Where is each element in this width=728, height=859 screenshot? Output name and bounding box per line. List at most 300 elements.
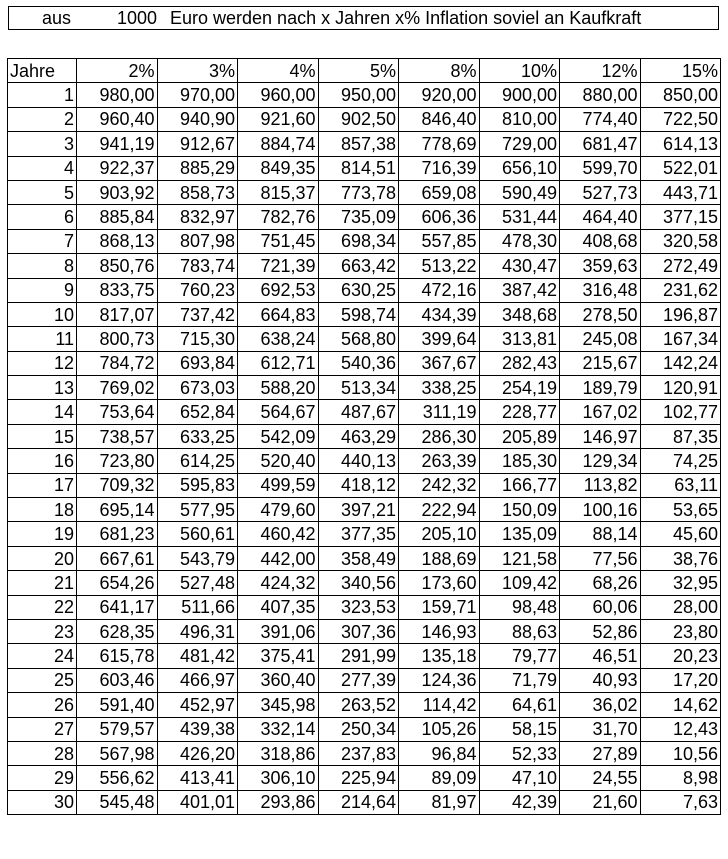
value-cell: 430,47	[479, 254, 560, 278]
year-cell: 5	[8, 180, 77, 204]
value-cell: 681,23	[77, 522, 158, 546]
value-cell: 753,64	[77, 400, 158, 424]
value-cell: 360,40	[238, 668, 319, 692]
year-cell: 3	[8, 132, 77, 156]
value-cell: 434,39	[399, 302, 480, 326]
value-cell: 735,09	[318, 205, 399, 229]
value-cell: 28,00	[640, 595, 721, 619]
value-cell: 23,80	[640, 619, 721, 643]
value-cell: 729,00	[479, 132, 560, 156]
value-cell: 245,08	[560, 327, 641, 351]
value-cell: 542,09	[238, 424, 319, 448]
value-cell: 654,26	[77, 571, 158, 595]
year-cell: 25	[8, 668, 77, 692]
value-cell: 960,00	[238, 83, 319, 107]
table-row	[8, 83, 721, 107]
value-cell: 32,95	[640, 571, 721, 595]
value-cell: 401,01	[157, 790, 238, 814]
value-cell: 599,70	[560, 156, 641, 180]
value-cell: 940,90	[157, 107, 238, 131]
value-cell: 577,95	[157, 498, 238, 522]
value-cell: 272,49	[640, 254, 721, 278]
value-cell: 511,66	[157, 595, 238, 619]
year-cell: 27	[8, 717, 77, 741]
value-cell: 52,86	[560, 619, 641, 643]
year-cell: 18	[8, 498, 77, 522]
value-cell: 47,10	[479, 766, 560, 790]
value-cell: 464,40	[560, 205, 641, 229]
year-cell: 17	[8, 473, 77, 497]
value-cell: 63,11	[640, 473, 721, 497]
year-cell: 22	[8, 595, 77, 619]
value-cell: 902,50	[318, 107, 399, 131]
value-cell: 340,56	[318, 571, 399, 595]
value-cell: 24,55	[560, 766, 641, 790]
table-row	[8, 278, 721, 302]
value-cell: 667,61	[77, 546, 158, 570]
table-row	[8, 741, 721, 765]
value-cell: 641,17	[77, 595, 158, 619]
value-cell: 124,36	[399, 668, 480, 692]
value-cell: 452,97	[157, 693, 238, 717]
value-cell: 885,29	[157, 156, 238, 180]
value-cell: 479,60	[238, 498, 319, 522]
value-cell: 540,36	[318, 351, 399, 375]
value-cell: 612,71	[238, 351, 319, 375]
value-cell: 556,62	[77, 766, 158, 790]
value-cell: 205,89	[479, 424, 560, 448]
value-cell: 880,00	[560, 83, 641, 107]
header-cell-rate: 8%	[399, 59, 480, 83]
value-cell: 345,98	[238, 693, 319, 717]
value-cell: 920,00	[399, 83, 480, 107]
value-cell: 286,30	[399, 424, 480, 448]
year-cell: 19	[8, 522, 77, 546]
value-cell: 320,58	[640, 229, 721, 253]
header-cell-rate: 15%	[640, 59, 721, 83]
year-cell: 29	[8, 766, 77, 790]
header-cell-rate: 4%	[238, 59, 319, 83]
value-cell: 100,16	[560, 498, 641, 522]
value-cell: 598,74	[318, 302, 399, 326]
header-cell-rate: 2%	[77, 59, 158, 83]
value-cell: 282,43	[479, 351, 560, 375]
value-cell: 7,63	[640, 790, 721, 814]
value-cell: 387,42	[479, 278, 560, 302]
value-cell: 543,79	[157, 546, 238, 570]
value-cell: 628,35	[77, 619, 158, 643]
value-cell: 408,68	[560, 229, 641, 253]
value-cell: 784,72	[77, 351, 158, 375]
table-header-row	[8, 59, 721, 83]
value-cell: 722,50	[640, 107, 721, 131]
year-cell: 11	[8, 327, 77, 351]
year-cell: 12	[8, 351, 77, 375]
value-cell: 129,34	[560, 449, 641, 473]
value-cell: 215,67	[560, 351, 641, 375]
value-cell: 846,40	[399, 107, 480, 131]
table-row	[8, 595, 721, 619]
table-row	[8, 132, 721, 156]
year-cell: 23	[8, 619, 77, 643]
value-cell: 120,91	[640, 376, 721, 400]
value-cell: 721,39	[238, 254, 319, 278]
value-cell: 921,60	[238, 107, 319, 131]
value-cell: 442,00	[238, 546, 319, 570]
year-cell: 28	[8, 741, 77, 765]
value-cell: 237,83	[318, 741, 399, 765]
value-cell: 263,39	[399, 449, 480, 473]
value-cell: 527,48	[157, 571, 238, 595]
value-cell: 463,29	[318, 424, 399, 448]
value-cell: 579,57	[77, 717, 158, 741]
inflation-table	[7, 58, 721, 815]
value-cell: 769,02	[77, 376, 158, 400]
value-cell: 692,53	[238, 278, 319, 302]
header-cell-years: Jahre	[8, 59, 77, 83]
value-cell: 8,98	[640, 766, 721, 790]
value-cell: 311,19	[399, 400, 480, 424]
value-cell: 545,48	[77, 790, 158, 814]
value-cell: 567,98	[77, 741, 158, 765]
value-cell: 630,25	[318, 278, 399, 302]
value-cell: 941,19	[77, 132, 158, 156]
value-cell: 135,09	[479, 522, 560, 546]
value-cell: 912,67	[157, 132, 238, 156]
value-cell: 196,87	[640, 302, 721, 326]
value-cell: 173,60	[399, 571, 480, 595]
value-cell: 980,00	[77, 83, 158, 107]
table-row	[8, 693, 721, 717]
value-cell: 166,77	[479, 473, 560, 497]
value-cell: 242,32	[399, 473, 480, 497]
value-cell: 228,77	[479, 400, 560, 424]
value-cell: 814,51	[318, 156, 399, 180]
value-cell: 60,06	[560, 595, 641, 619]
value-cell: 278,50	[560, 302, 641, 326]
value-cell: 614,25	[157, 449, 238, 473]
value-cell: 277,39	[318, 668, 399, 692]
value-cell: 105,26	[399, 717, 480, 741]
year-cell: 26	[8, 693, 77, 717]
value-cell: 900,00	[479, 83, 560, 107]
value-cell: 603,46	[77, 668, 158, 692]
value-cell: 263,52	[318, 693, 399, 717]
value-cell: 807,98	[157, 229, 238, 253]
value-cell: 615,78	[77, 644, 158, 668]
value-cell: 817,07	[77, 302, 158, 326]
value-cell: 659,08	[399, 180, 480, 204]
value-cell: 53,65	[640, 498, 721, 522]
value-cell: 439,38	[157, 717, 238, 741]
year-cell: 9	[8, 278, 77, 302]
value-cell: 773,78	[318, 180, 399, 204]
value-cell: 426,20	[157, 741, 238, 765]
year-cell: 16	[8, 449, 77, 473]
value-cell: 293,86	[238, 790, 319, 814]
value-cell: 306,10	[238, 766, 319, 790]
table-row	[8, 156, 721, 180]
value-cell: 189,79	[560, 376, 641, 400]
year-cell: 6	[8, 205, 77, 229]
value-cell: 970,00	[157, 83, 238, 107]
value-cell: 188,69	[399, 546, 480, 570]
value-cell: 850,76	[77, 254, 158, 278]
table-row	[8, 498, 721, 522]
table-row	[8, 546, 721, 570]
year-cell: 4	[8, 156, 77, 180]
value-cell: 778,69	[399, 132, 480, 156]
value-cell: 98,48	[479, 595, 560, 619]
value-cell: 522,01	[640, 156, 721, 180]
year-cell: 2	[8, 107, 77, 131]
value-cell: 89,09	[399, 766, 480, 790]
value-cell: 222,94	[399, 498, 480, 522]
value-cell: 833,75	[77, 278, 158, 302]
value-cell: 903,92	[77, 180, 158, 204]
year-cell: 20	[8, 546, 77, 570]
value-cell: 27,89	[560, 741, 641, 765]
value-cell: 850,00	[640, 83, 721, 107]
value-cell: 591,40	[77, 693, 158, 717]
value-cell: 316,48	[560, 278, 641, 302]
year-cell: 1	[8, 83, 77, 107]
value-cell: 698,34	[318, 229, 399, 253]
value-cell: 460,42	[238, 522, 319, 546]
value-cell: 663,42	[318, 254, 399, 278]
value-cell: 12,43	[640, 717, 721, 741]
value-cell: 205,10	[399, 522, 480, 546]
value-cell: 884,74	[238, 132, 319, 156]
value-cell: 31,70	[560, 717, 641, 741]
value-cell: 397,21	[318, 498, 399, 522]
value-cell: 407,35	[238, 595, 319, 619]
value-cell: 800,73	[77, 327, 158, 351]
title-prefix: aus	[42, 8, 72, 28]
value-cell: 652,84	[157, 400, 238, 424]
value-cell: 487,67	[318, 400, 399, 424]
value-cell: 42,39	[479, 790, 560, 814]
header-cell-rate: 12%	[560, 59, 641, 83]
value-cell: 413,41	[157, 766, 238, 790]
value-cell: 560,61	[157, 522, 238, 546]
value-cell: 214,64	[318, 790, 399, 814]
value-cell: 46,51	[560, 644, 641, 668]
value-cell: 481,42	[157, 644, 238, 668]
header-cell-rate: 10%	[479, 59, 560, 83]
table-row	[8, 107, 721, 131]
value-cell: 695,14	[77, 498, 158, 522]
value-cell: 231,62	[640, 278, 721, 302]
table-row	[8, 522, 721, 546]
value-cell: 588,20	[238, 376, 319, 400]
value-cell: 391,06	[238, 619, 319, 643]
value-cell: 36,02	[560, 693, 641, 717]
value-cell: 499,59	[238, 473, 319, 497]
value-cell: 472,16	[399, 278, 480, 302]
value-cell: 109,42	[479, 571, 560, 595]
value-cell: 318,86	[238, 741, 319, 765]
header-cell-rate: 3%	[157, 59, 238, 83]
value-cell: 121,58	[479, 546, 560, 570]
value-cell: 693,84	[157, 351, 238, 375]
table-row	[8, 790, 721, 814]
value-cell: 358,49	[318, 546, 399, 570]
value-cell: 782,76	[238, 205, 319, 229]
table-row	[8, 180, 721, 204]
value-cell: 71,79	[479, 668, 560, 692]
value-cell: 681,47	[560, 132, 641, 156]
table-row	[8, 766, 721, 790]
value-cell: 159,71	[399, 595, 480, 619]
value-cell: 14,62	[640, 693, 721, 717]
value-cell: 783,74	[157, 254, 238, 278]
value-cell: 52,33	[479, 741, 560, 765]
year-cell: 30	[8, 790, 77, 814]
value-cell: 313,81	[479, 327, 560, 351]
value-cell: 146,97	[560, 424, 641, 448]
value-cell: 774,40	[560, 107, 641, 131]
value-cell: 88,14	[560, 522, 641, 546]
value-cell: 520,40	[238, 449, 319, 473]
value-cell: 715,30	[157, 327, 238, 351]
value-cell: 849,35	[238, 156, 319, 180]
value-cell: 332,14	[238, 717, 319, 741]
value-cell: 367,67	[399, 351, 480, 375]
table-body	[8, 83, 721, 815]
value-cell: 185,30	[479, 449, 560, 473]
title-amount: 1000	[117, 8, 158, 28]
value-cell: 638,24	[238, 327, 319, 351]
value-cell: 17,20	[640, 668, 721, 692]
value-cell: 810,00	[479, 107, 560, 131]
value-cell: 375,41	[238, 644, 319, 668]
value-cell: 113,82	[560, 473, 641, 497]
value-cell: 167,34	[640, 327, 721, 351]
year-cell: 7	[8, 229, 77, 253]
value-cell: 74,25	[640, 449, 721, 473]
value-cell: 531,44	[479, 205, 560, 229]
value-cell: 716,39	[399, 156, 480, 180]
title-bar	[8, 6, 719, 30]
value-cell: 250,34	[318, 717, 399, 741]
value-cell: 513,22	[399, 254, 480, 278]
value-cell: 79,77	[479, 644, 560, 668]
table-row	[8, 619, 721, 643]
table-row	[8, 571, 721, 595]
value-cell: 150,09	[479, 498, 560, 522]
value-cell: 225,94	[318, 766, 399, 790]
value-cell: 466,97	[157, 668, 238, 692]
value-cell: 167,02	[560, 400, 641, 424]
value-cell: 832,97	[157, 205, 238, 229]
table-row	[8, 668, 721, 692]
value-cell: 323,53	[318, 595, 399, 619]
year-cell: 24	[8, 644, 77, 668]
value-cell: 922,37	[77, 156, 158, 180]
value-cell: 858,73	[157, 180, 238, 204]
value-cell: 760,23	[157, 278, 238, 302]
value-cell: 88,63	[479, 619, 560, 643]
value-cell: 348,68	[479, 302, 560, 326]
year-cell: 8	[8, 254, 77, 278]
value-cell: 664,83	[238, 302, 319, 326]
year-cell: 14	[8, 400, 77, 424]
value-cell: 38,76	[640, 546, 721, 570]
value-cell: 885,84	[77, 205, 158, 229]
value-cell: 87,35	[640, 424, 721, 448]
table-row	[8, 351, 721, 375]
value-cell: 633,25	[157, 424, 238, 448]
value-cell: 307,36	[318, 619, 399, 643]
value-cell: 424,32	[238, 571, 319, 595]
value-cell: 737,42	[157, 302, 238, 326]
value-cell: 254,19	[479, 376, 560, 400]
value-cell: 377,35	[318, 522, 399, 546]
value-cell: 723,80	[77, 449, 158, 473]
value-cell: 513,34	[318, 376, 399, 400]
table-row	[8, 302, 721, 326]
value-cell: 135,18	[399, 644, 480, 668]
value-cell: 590,49	[479, 180, 560, 204]
value-cell: 656,10	[479, 156, 560, 180]
value-cell: 64,61	[479, 693, 560, 717]
value-cell: 527,73	[560, 180, 641, 204]
value-cell: 10,56	[640, 741, 721, 765]
value-cell: 568,80	[318, 327, 399, 351]
year-cell: 15	[8, 424, 77, 448]
table-row	[8, 400, 721, 424]
table-row	[8, 473, 721, 497]
value-cell: 359,63	[560, 254, 641, 278]
value-cell: 960,40	[77, 107, 158, 131]
year-cell: 21	[8, 571, 77, 595]
value-cell: 81,97	[399, 790, 480, 814]
value-cell: 857,38	[318, 132, 399, 156]
value-cell: 709,32	[77, 473, 158, 497]
value-cell: 606,36	[399, 205, 480, 229]
table-row	[8, 229, 721, 253]
value-cell: 45,60	[640, 522, 721, 546]
table-row	[8, 376, 721, 400]
table-row	[8, 327, 721, 351]
value-cell: 142,24	[640, 351, 721, 375]
value-cell: 291,99	[318, 644, 399, 668]
table-row	[8, 424, 721, 448]
value-cell: 557,85	[399, 229, 480, 253]
year-cell: 10	[8, 302, 77, 326]
value-cell: 868,13	[77, 229, 158, 253]
value-cell: 338,25	[399, 376, 480, 400]
value-cell: 673,03	[157, 376, 238, 400]
table-row	[8, 717, 721, 741]
table-row	[8, 644, 721, 668]
value-cell: 114,42	[399, 693, 480, 717]
table-row	[8, 449, 721, 473]
header-cell-rate: 5%	[318, 59, 399, 83]
value-cell: 399,64	[399, 327, 480, 351]
value-cell: 20,23	[640, 644, 721, 668]
value-cell: 815,37	[238, 180, 319, 204]
value-cell: 68,26	[560, 571, 641, 595]
value-cell: 418,12	[318, 473, 399, 497]
table-row	[8, 254, 721, 278]
value-cell: 478,30	[479, 229, 560, 253]
value-cell: 496,31	[157, 619, 238, 643]
year-cell: 13	[8, 376, 77, 400]
value-cell: 21,60	[560, 790, 641, 814]
value-cell: 614,13	[640, 132, 721, 156]
